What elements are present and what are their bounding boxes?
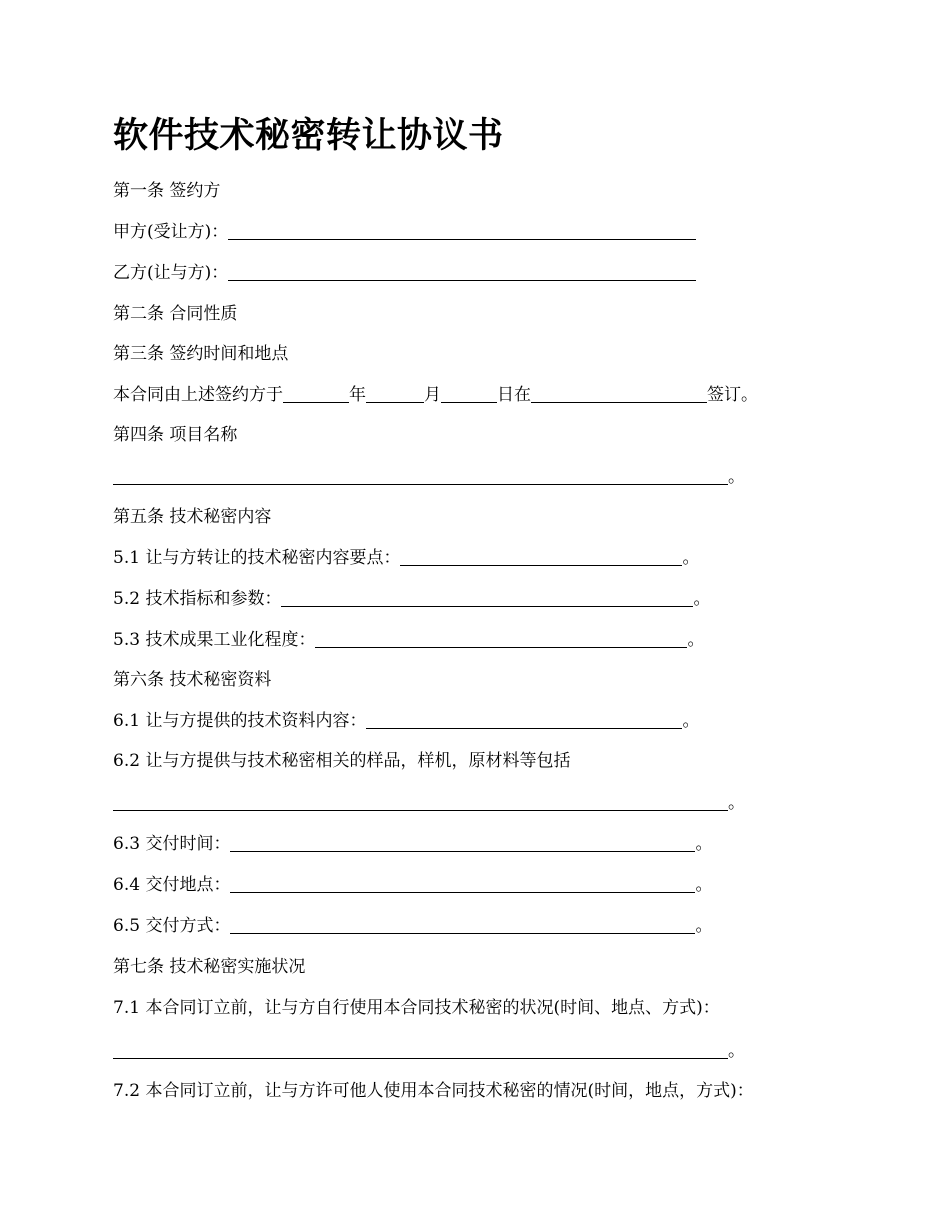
clause-5-3-blank[interactable] [315, 629, 687, 648]
clause-7-1-blank[interactable] [113, 1040, 728, 1059]
month-label: 月 [424, 385, 441, 405]
period: 。 [682, 548, 700, 568]
clause-5-3-line [113, 628, 704, 652]
year-label: 年 [349, 385, 366, 405]
period: 。 [693, 589, 711, 609]
delivery-place-blank[interactable] [230, 874, 695, 893]
article-1-heading: 第一条 签约方 [113, 181, 221, 201]
article-6-heading: 第六条 技术秘密资料 [113, 670, 272, 690]
clause-6-2-blank[interactable] [113, 792, 728, 811]
period: 。 [728, 467, 745, 487]
party-a-blank[interactable] [228, 221, 696, 240]
year-blank[interactable] [283, 384, 349, 403]
period: 。 [728, 1041, 745, 1061]
day-label: 日在 [497, 385, 531, 405]
signing-date-prefix: 本合同由上述签约方于 [113, 385, 283, 405]
clause-6-2-text: 6.2 让与方提供与技术秘密相关的样品，样机，原材料等包括 [113, 751, 571, 771]
clause-6-3-line [113, 832, 712, 856]
signing-date-line [113, 383, 758, 407]
document-title: 软件技术秘密转让协议书 [113, 115, 504, 156]
clause-5-1-blank[interactable] [400, 547, 682, 566]
signing-suffix: 签订。 [707, 385, 758, 405]
clause-6-4-line [113, 873, 712, 897]
party-b-line [113, 261, 696, 285]
clause-5-2-label: 5.2 技术指标和参数： [113, 589, 282, 609]
period: 。 [695, 834, 713, 854]
clause-6-1-blank[interactable] [366, 710, 682, 729]
day-blank[interactable] [441, 384, 497, 403]
clause-6-5-label: 6.5 交付方式： [113, 916, 231, 936]
period: 。 [687, 630, 705, 650]
clause-5-3-label: 5.3 技术成果工业化程度： [113, 630, 316, 650]
project-name-blank[interactable] [113, 466, 728, 485]
clause-6-4-label: 6.4 交付地点： [113, 875, 231, 895]
clause-7-1-text: 7.1 本合同订立前，让与方自行使用本合同技术秘密的状况(时间、地点、方式)： [113, 998, 720, 1018]
clause-7-1-blank-line [113, 1039, 745, 1063]
article-5-heading: 第五条 技术秘密内容 [113, 507, 272, 527]
clause-5-1-label: 5.1 让与方转让的技术秘密内容要点： [113, 548, 401, 568]
clause-6-3-label: 6.3 交付时间： [113, 834, 231, 854]
period: 。 [695, 916, 713, 936]
period: 。 [728, 793, 745, 813]
clause-5-2-blank[interactable] [281, 588, 693, 607]
article-4-heading: 第四条 项目名称 [113, 425, 238, 445]
party-a-line [113, 220, 696, 244]
party-b-blank[interactable] [228, 262, 696, 281]
clause-7-2-text: 7.2 本合同订立前，让与方许可他人使用本合同技术秘密的情况(时间，地点，方式)： [113, 1081, 754, 1101]
clause-6-5-line [113, 914, 712, 938]
period: 。 [682, 711, 700, 731]
delivery-time-blank[interactable] [230, 833, 695, 852]
clause-6-1-line [113, 709, 699, 733]
clause-5-1-line [113, 546, 699, 570]
delivery-method-blank[interactable] [230, 915, 695, 934]
article-3-heading: 第三条 签约时间和地点 [113, 344, 289, 364]
clause-5-2-line [113, 587, 710, 611]
period: 。 [695, 875, 713, 895]
project-name-line [113, 465, 745, 489]
place-blank[interactable] [531, 384, 707, 403]
party-b-label: 乙方(让与方)： [113, 263, 229, 283]
article-7-heading: 第七条 技术秘密实施状况 [113, 957, 306, 977]
clause-6-1-label: 6.1 让与方提供的技术资料内容： [113, 711, 367, 731]
month-blank[interactable] [366, 384, 424, 403]
article-2-heading: 第二条 合同性质 [113, 304, 238, 324]
clause-6-2-blank-line [113, 791, 745, 815]
party-a-label: 甲方(受让方)： [113, 222, 229, 242]
